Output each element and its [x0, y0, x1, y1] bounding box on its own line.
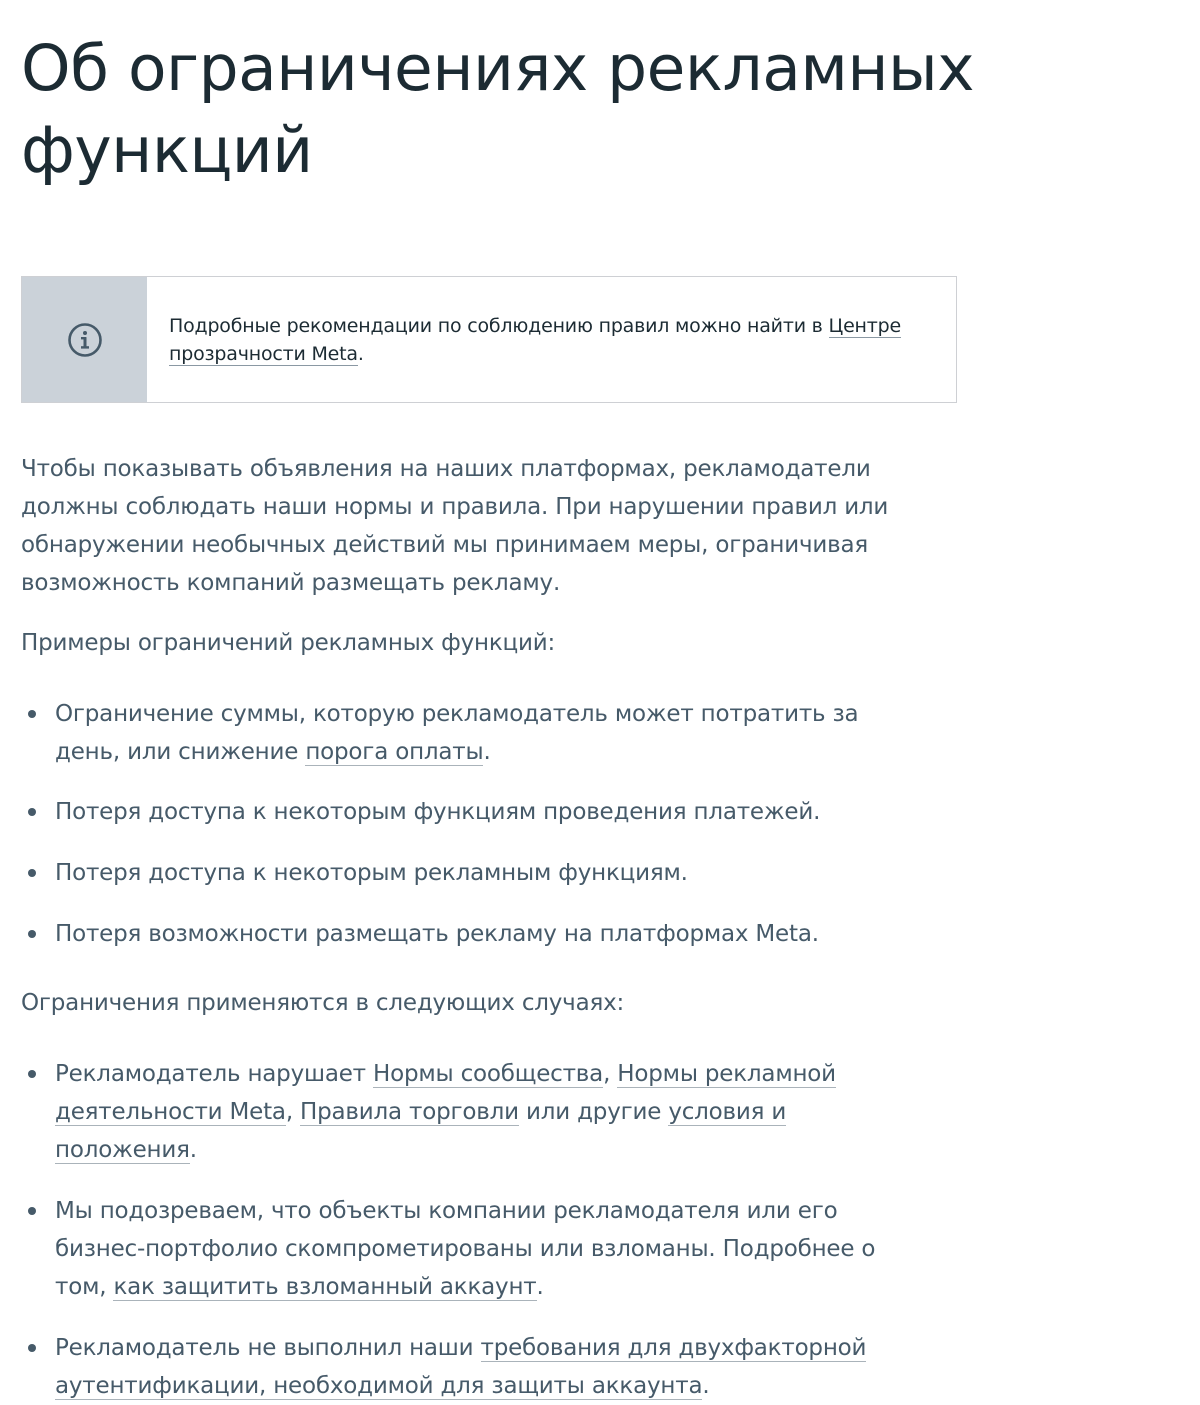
notice-text-before: Подробные рекомендации по соблюдению правил можно найти в: [169, 315, 829, 337]
page-title: Об ограничениях рекламных функций: [21, 32, 975, 187]
commerce-policies-link[interactable]: Правила торговли: [300, 1099, 519, 1125]
list-item-text: Мы подозреваем, что объекты компании рекламодателя или его бизнес-портфолио скомпрометированы или взломаны. Подробнее о том,: [55, 1198, 876, 1300]
info-notice: [21, 276, 957, 403]
list-item: [21, 915, 901, 953]
bullet: [28, 808, 36, 816]
bullet: [28, 710, 36, 718]
list-item-text: .: [702, 1373, 710, 1399]
examples-heading: Примеры ограничений рекламных функций:: [21, 630, 556, 656]
bullet: [28, 1344, 36, 1352]
list-item-text: Потеря доступа к некоторым функциям проведения платежей.: [55, 799, 821, 825]
list-item-text: .: [536, 1274, 544, 1300]
notice-text: [147, 277, 956, 402]
list-item: [21, 1055, 901, 1169]
advertising-standards-link[interactable]: Нормы рекламной деятельности Meta: [55, 1061, 836, 1125]
list-item: [21, 695, 901, 771]
info-icon: [67, 322, 103, 358]
cases-heading: Ограничения применяются в следующих случаях:: [21, 990, 625, 1016]
community-standards-link[interactable]: Нормы сообщества: [372, 1061, 604, 1087]
hacked-account-link[interactable]: как защитить взломанный аккаунт: [113, 1274, 537, 1300]
terms-and-conditions-link[interactable]: условия и положения: [55, 1099, 787, 1163]
list-item: [21, 1192, 901, 1306]
transparency-center-link[interactable]: Центре прозрачности Meta: [169, 315, 901, 365]
examples-list: [21, 695, 901, 953]
payment-threshold-link[interactable]: порога оплаты: [305, 739, 484, 765]
list-item-text: Потеря возможности размещать рекламу на платформах Meta.: [55, 921, 819, 947]
list-item-text: Рекламодатель нарушает: [55, 1061, 373, 1087]
list-item-text: .: [189, 1137, 197, 1163]
bullet: [28, 1207, 36, 1215]
intro-paragraph: Чтобы показывать объявления на наших платформах, рекламодатели должны соблюдать наши нормы и правила. При нарушении правил или обнаружении необычных действий мы принимаем меры, ограничивая возможность компаний размещать рекламу.: [21, 456, 889, 596]
notice-text-after: .: [357, 343, 364, 365]
list-item-text: .: [483, 739, 491, 765]
cases-list: [21, 1055, 901, 1405]
list-item-text: ,: [285, 1099, 301, 1125]
notice-icon-panel: [22, 277, 147, 402]
list-item: [21, 1329, 901, 1405]
list-item-text: Ограничение суммы, которую рекламодатель может потратить за день, или снижение: [55, 701, 859, 765]
list-item: [21, 793, 901, 831]
list-item: [21, 854, 901, 892]
list-item-text: ,: [603, 1061, 618, 1087]
list-item-text: Рекламодатель не выполнил наши: [55, 1335, 481, 1361]
two-factor-requirements-link[interactable]: требования для двухфакторной аутентификации, необходимой для защиты аккаунта: [55, 1335, 867, 1399]
bullet: [28, 869, 36, 877]
list-item-text: или другие: [518, 1099, 669, 1125]
bullet: [28, 930, 36, 938]
list-item-text: Потеря доступа к некоторым рекламным функциям.: [55, 860, 688, 886]
bullet: [28, 1070, 36, 1078]
